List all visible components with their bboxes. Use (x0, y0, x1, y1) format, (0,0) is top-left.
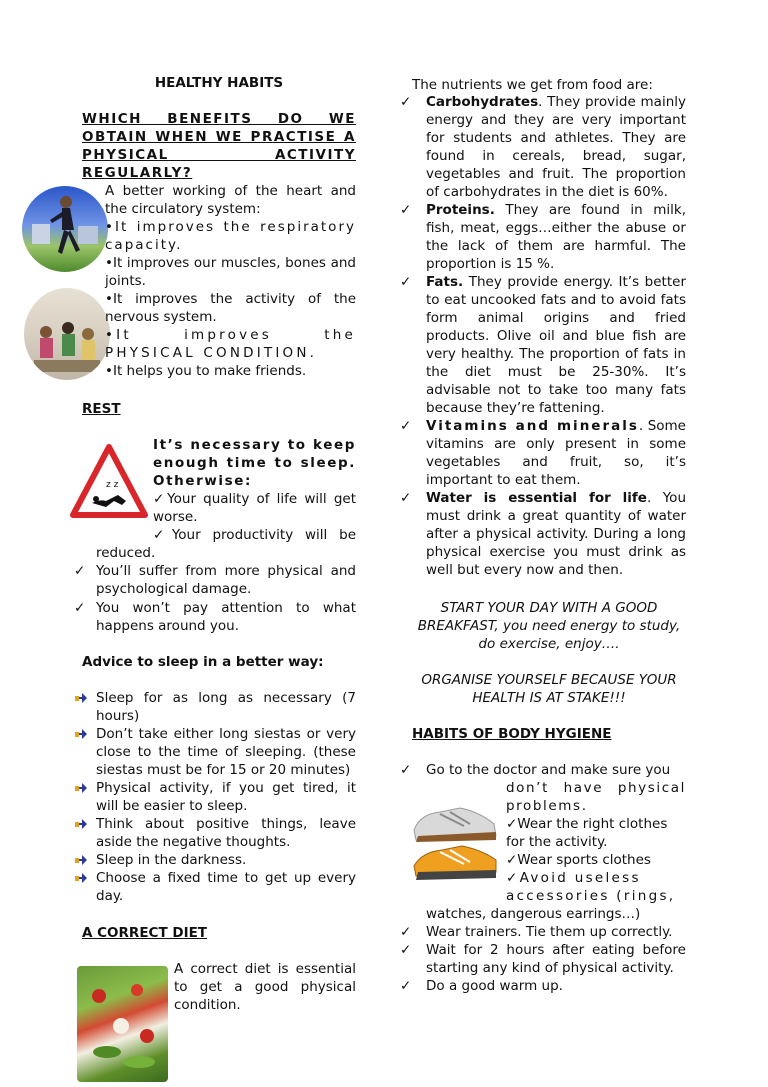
check-icon: ✓ (400, 942, 412, 958)
hygiene-sub-cont: watches, dangerous earrings…) (426, 906, 641, 922)
benefit-item: •It improves the PHYSICAL CONDITION. (105, 327, 356, 361)
sleep-tip-text: Choose a fixed time to get up every day. (96, 870, 356, 904)
jogging-photo (22, 186, 108, 272)
hygiene-sub-list (506, 815, 686, 905)
diet-text: A correct diet is essential to get a good physical condition. (174, 961, 356, 1013)
hand-pointer-icon (74, 781, 88, 795)
jogging-person-icon (22, 186, 108, 272)
check-icon: ✓ (400, 978, 412, 994)
hand-pointer-icon (74, 817, 88, 831)
list-item (400, 417, 686, 489)
nutrients-intro: The nutrients we get from food are: (412, 77, 653, 93)
nutrient-text: . Some vitamins are only present in some vegetables and fruit, so, it’s important to eat them. (426, 418, 686, 488)
benefit-item: •It improves our muscles, bones and joints. (105, 255, 356, 289)
list-item (400, 201, 686, 273)
list-item: ✓Wear sports clothes (506, 852, 651, 868)
check-icon: ✓ (400, 924, 412, 940)
benefits-intro: A better working of the heart and the circulatory system: (105, 183, 356, 217)
hand-pointer-icon (74, 853, 88, 867)
sleep-tip-text: Don’t take either long siestas or very close to the time of sleeping. (these siestas must be for 15 or 20 minutes) (96, 726, 356, 778)
hygiene-heading: HABITS OF BODY HYGIENE (412, 726, 612, 742)
benefits-block (105, 182, 356, 380)
check-icon: ✓ (400, 762, 412, 778)
diet-heading: A CORRECT DIET (82, 925, 208, 941)
hand-pointer-icon (74, 727, 88, 741)
rest-bold-text: It’s necessary to keep enough time to sleep. Otherwise: (153, 437, 356, 489)
sleep-advice-heading: Advice to sleep in a better way: (82, 654, 324, 670)
nutrient-text: . They provide mainly energy and they are very important for students and athletes. They are found in cereals, bread, sugar, vegetables and fruit. The proportion of carbohydrates in the diet is 60%. (426, 94, 686, 200)
benefit-item: •It helps you to make friends. (105, 363, 307, 379)
list-item (400, 273, 686, 417)
list-item (400, 977, 686, 995)
hand-pointer-icon (74, 691, 88, 705)
nutrient-name: Carbohydrates (426, 94, 539, 110)
sleep-tip-text: Think about positive things, leave aside the negative thoughts. (96, 816, 356, 850)
list-item (400, 923, 686, 941)
friends-group-icon (24, 288, 110, 380)
list-item (96, 779, 356, 815)
page-title: HEALTHY HABITS (154, 75, 284, 91)
hygiene-first-b: don’t have physical problems. (506, 780, 686, 814)
check-icon: ✓ (400, 274, 412, 290)
trainers-icon (410, 800, 500, 886)
sleep-tip-text: Physical activity, if you get tired, it will be easier to sleep. (96, 780, 356, 814)
nutrient-name: Water is essential for life (426, 490, 647, 506)
nutrient-text: They provide energy. It’s better to eat uncooked fats and to avoid fats form animal origins and fried products. Olive oil and blue fish are very healthy. The proportion of fats in the diet must be 25-30%. It’s advisable not to take too many fats because they’re fattening. (426, 274, 686, 416)
rest-check-mark: ✓ (74, 563, 86, 579)
hygiene-text: Wait for 2 hours after eating before starting any kind of physical activity. (426, 942, 686, 976)
rest-item-damage: You’ll suffer from more physical and psychological damage. (96, 563, 356, 597)
check-icon: ✓ (400, 94, 412, 110)
sleep-tips-list (96, 689, 356, 905)
nutrients-list (400, 93, 687, 579)
sleep-tip-text: Sleep for as long as necessary (7 hours) (96, 690, 356, 724)
list-item (400, 941, 686, 977)
sleep-warning-sign-icon (70, 443, 148, 521)
list-item (96, 689, 356, 725)
salad-photo (77, 966, 168, 1082)
rest-check-mark: ✓ (74, 600, 86, 616)
friends-photo (24, 288, 110, 380)
nutrient-text: . You must drink a great quantity of water after a physical activity. During a long physical exercise you must drink as well but every now and then. (426, 490, 687, 578)
list-item (400, 489, 687, 579)
svg-text:z z: z z (106, 480, 119, 490)
benefit-item: •It improves the activity of the nervous system. (105, 291, 356, 325)
rest-item-attention: You won’t pay attention to what happens around you. (96, 600, 356, 634)
sleep-tip-text: Sleep in the darkness. (96, 852, 247, 868)
benefit-item: •It improves the respiratory capacity. (105, 219, 356, 253)
hygiene-more-list (400, 923, 686, 995)
check-icon: ✓ (400, 418, 412, 434)
hygiene-text: Do a good warm up. (426, 978, 563, 994)
organise-slogan: ORGANISE YOURSELF BECAUSE YOUR HEALTH IS AT STAKE!!! (421, 672, 677, 706)
list-item: ✓Avoid useless accessories (rings, (506, 870, 676, 904)
rest-heading: REST (82, 401, 121, 417)
nutrient-name: Vitamins and minerals (426, 418, 639, 434)
nutrient-text: They are found in milk, fish, meat, eggs…either the abuse or the lack of them are harmful. The proportion is 15 %. (426, 202, 686, 272)
salad-icon (77, 966, 168, 1082)
list-item: ✓Wear the right clothes for the activity. (506, 816, 668, 850)
list-item (400, 93, 686, 201)
list-item (96, 815, 356, 851)
nutrient-name: Fats. (426, 274, 464, 290)
hygiene-first-a: Go to the doctor and make sure you (426, 762, 671, 778)
breakfast-slogan: START YOUR DAY WITH A GOOD BREAKFAST, you need energy to study, do exercise, enjoy…. (417, 600, 681, 652)
list-item (96, 869, 356, 905)
rest-item-quality: ✓Your quality of life will get worse. (153, 491, 356, 525)
list-item (96, 725, 356, 779)
hygiene-text: Wear trainers. Tie them up correctly. (426, 924, 673, 940)
rest-item-productivity: ✓Your productivity will be reduced. (96, 527, 356, 561)
list-item (96, 851, 356, 869)
hand-pointer-icon (74, 871, 88, 885)
benefits-heading: WHICH BENEFITS DO WE OBTAIN WHEN WE PRACTISE A PHYSICAL ACTIVITY REGULARLY? (82, 111, 356, 181)
check-icon: ✓ (400, 490, 412, 506)
nutrient-name: Proteins. (426, 202, 495, 218)
check-icon: ✓ (400, 202, 412, 218)
